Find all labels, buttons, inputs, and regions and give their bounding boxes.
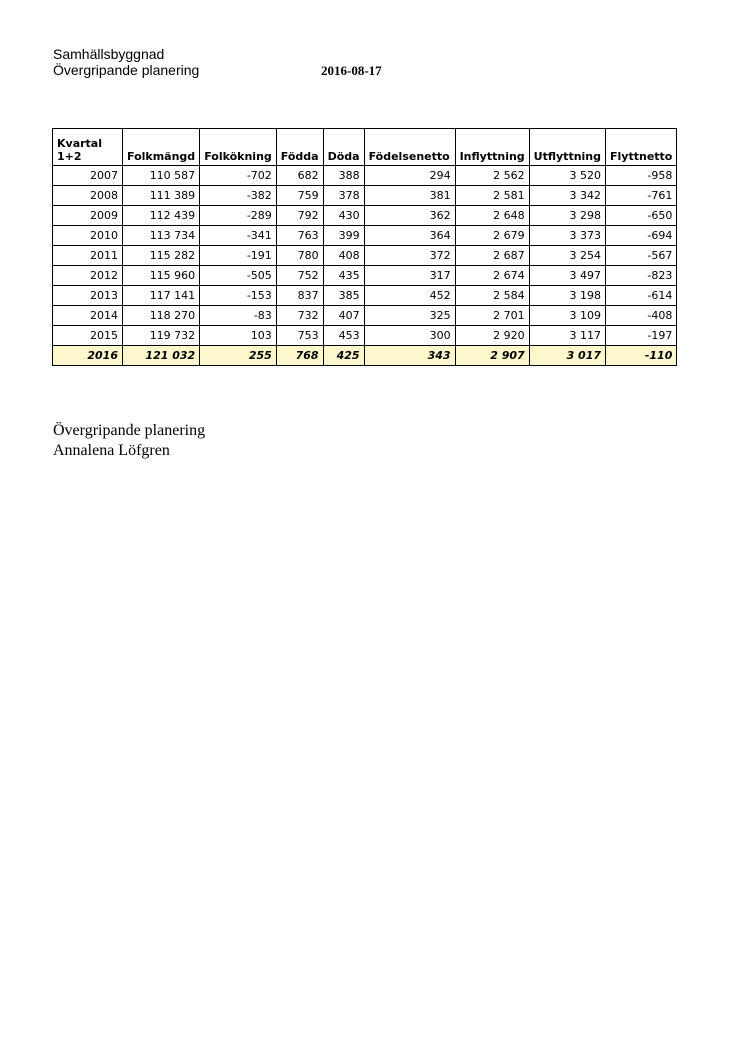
- table-cell: 119 732: [123, 326, 200, 346]
- table-header-row: [53, 129, 677, 166]
- table-cell: 317: [364, 266, 455, 286]
- footer-unit: Övergripande planering: [53, 422, 206, 439]
- table-cell: -505: [200, 266, 277, 286]
- table-row: [53, 266, 677, 286]
- table-cell: 3 373: [529, 226, 605, 246]
- col-header-inflyttning: Inflyttning: [455, 129, 529, 166]
- table-cell: 3 017: [529, 346, 605, 366]
- table-body: [53, 166, 677, 366]
- table-cell: 2 907: [455, 346, 529, 366]
- table-cell: 759: [276, 186, 323, 206]
- table-cell: 2011: [53, 246, 123, 266]
- department-name: Samhällsbyggnad: [53, 46, 165, 62]
- table-cell: 115 960: [123, 266, 200, 286]
- table-cell: 115 282: [123, 246, 200, 266]
- table-cell: 2014: [53, 306, 123, 326]
- col-header-utflyttning: Utflyttning: [529, 129, 605, 166]
- table-cell: 2 679: [455, 226, 529, 246]
- table-cell: 2 674: [455, 266, 529, 286]
- table-cell: 2 701: [455, 306, 529, 326]
- table-cell: 2013: [53, 286, 123, 306]
- table-cell: 362: [364, 206, 455, 226]
- table-cell: 453: [323, 326, 364, 346]
- footer-author: Annalena Löfgren: [53, 442, 170, 459]
- table-cell: -614: [606, 286, 677, 306]
- table-cell: 2009: [53, 206, 123, 226]
- table-cell: 2010: [53, 226, 123, 246]
- table-cell: 2012: [53, 266, 123, 286]
- table-cell: 3 298: [529, 206, 605, 226]
- table-cell: -341: [200, 226, 277, 246]
- table-cell: -382: [200, 186, 277, 206]
- table-cell: 2 648: [455, 206, 529, 226]
- col-header-folkmangd: Folkmängd: [123, 129, 200, 166]
- table-cell: -83: [200, 306, 277, 326]
- col-header-kvartal: Kvartal 1+2: [53, 129, 123, 166]
- table-cell: 3 109: [529, 306, 605, 326]
- table-row: [53, 246, 677, 266]
- table-cell: 3 198: [529, 286, 605, 306]
- table-row: [53, 306, 677, 326]
- table-cell: 3 520: [529, 166, 605, 186]
- table-cell: 3 497: [529, 266, 605, 286]
- table-cell: 2 584: [455, 286, 529, 306]
- table-cell: -408: [606, 306, 677, 326]
- table-cell: 255: [200, 346, 277, 366]
- table-cell: -289: [200, 206, 277, 226]
- table-row: [53, 206, 677, 226]
- table-cell: 2016: [53, 346, 123, 366]
- table-cell: 837: [276, 286, 323, 306]
- table-cell: 753: [276, 326, 323, 346]
- table-cell: 732: [276, 306, 323, 326]
- table-cell: 294: [364, 166, 455, 186]
- table-cell: 103: [200, 326, 277, 346]
- col-header-doda: Döda: [323, 129, 364, 166]
- table-cell: 364: [364, 226, 455, 246]
- table-cell: -197: [606, 326, 677, 346]
- table-cell: 407: [323, 306, 364, 326]
- table-cell: -702: [200, 166, 277, 186]
- table-cell: 121 032: [123, 346, 200, 366]
- table-cell: 682: [276, 166, 323, 186]
- table-cell: 325: [364, 306, 455, 326]
- table-cell: -153: [200, 286, 277, 306]
- table-cell: 2 562: [455, 166, 529, 186]
- col-header-fodda: Födda: [276, 129, 323, 166]
- table-cell: 452: [364, 286, 455, 306]
- table-cell: 118 270: [123, 306, 200, 326]
- table-cell: 752: [276, 266, 323, 286]
- table-cell: 780: [276, 246, 323, 266]
- table-cell: -761: [606, 186, 677, 206]
- table-cell: -694: [606, 226, 677, 246]
- table-row: [53, 166, 677, 186]
- table-row: [53, 346, 677, 366]
- table-cell: 2007: [53, 166, 123, 186]
- table-cell: 372: [364, 246, 455, 266]
- table-row: [53, 286, 677, 306]
- table-cell: 2008: [53, 186, 123, 206]
- table-cell: -567: [606, 246, 677, 266]
- table-row: [53, 326, 677, 346]
- table-cell: 110 587: [123, 166, 200, 186]
- table-row: [53, 226, 677, 246]
- table-cell: 3 342: [529, 186, 605, 206]
- col-header-folkokning: Folkökning: [200, 129, 277, 166]
- table-cell: 113 734: [123, 226, 200, 246]
- col-header-flyttnetto: Flyttnetto: [606, 129, 677, 166]
- table-cell: 385: [323, 286, 364, 306]
- table-row: [53, 186, 677, 206]
- table-cell: 2 581: [455, 186, 529, 206]
- table-cell: 381: [364, 186, 455, 206]
- table-cell: 399: [323, 226, 364, 246]
- table-cell: 425: [323, 346, 364, 366]
- table-cell: 111 389: [123, 186, 200, 206]
- table-cell: 3 254: [529, 246, 605, 266]
- table-cell: 768: [276, 346, 323, 366]
- table-cell: 2015: [53, 326, 123, 346]
- table-cell: -958: [606, 166, 677, 186]
- table-cell: 112 439: [123, 206, 200, 226]
- col-header-fodelsenetto: Födelsenetto: [364, 129, 455, 166]
- table-cell: 378: [323, 186, 364, 206]
- table-cell: -191: [200, 246, 277, 266]
- table-cell: 792: [276, 206, 323, 226]
- table-cell: 2 687: [455, 246, 529, 266]
- unit-name: Övergripande planering: [53, 62, 200, 78]
- table-cell: 3 117: [529, 326, 605, 346]
- table-cell: 435: [323, 266, 364, 286]
- table-cell: 343: [364, 346, 455, 366]
- table-cell: 2 920: [455, 326, 529, 346]
- document-date: 2016-08-17: [321, 63, 382, 78]
- table-cell: 388: [323, 166, 364, 186]
- table-cell: -823: [606, 266, 677, 286]
- table-cell: 430: [323, 206, 364, 226]
- table-cell: 300: [364, 326, 455, 346]
- table-cell: 408: [323, 246, 364, 266]
- population-table: [52, 128, 677, 366]
- table-cell: 763: [276, 226, 323, 246]
- table-cell: 117 141: [123, 286, 200, 306]
- table-cell: -110: [606, 346, 677, 366]
- table-cell: -650: [606, 206, 677, 226]
